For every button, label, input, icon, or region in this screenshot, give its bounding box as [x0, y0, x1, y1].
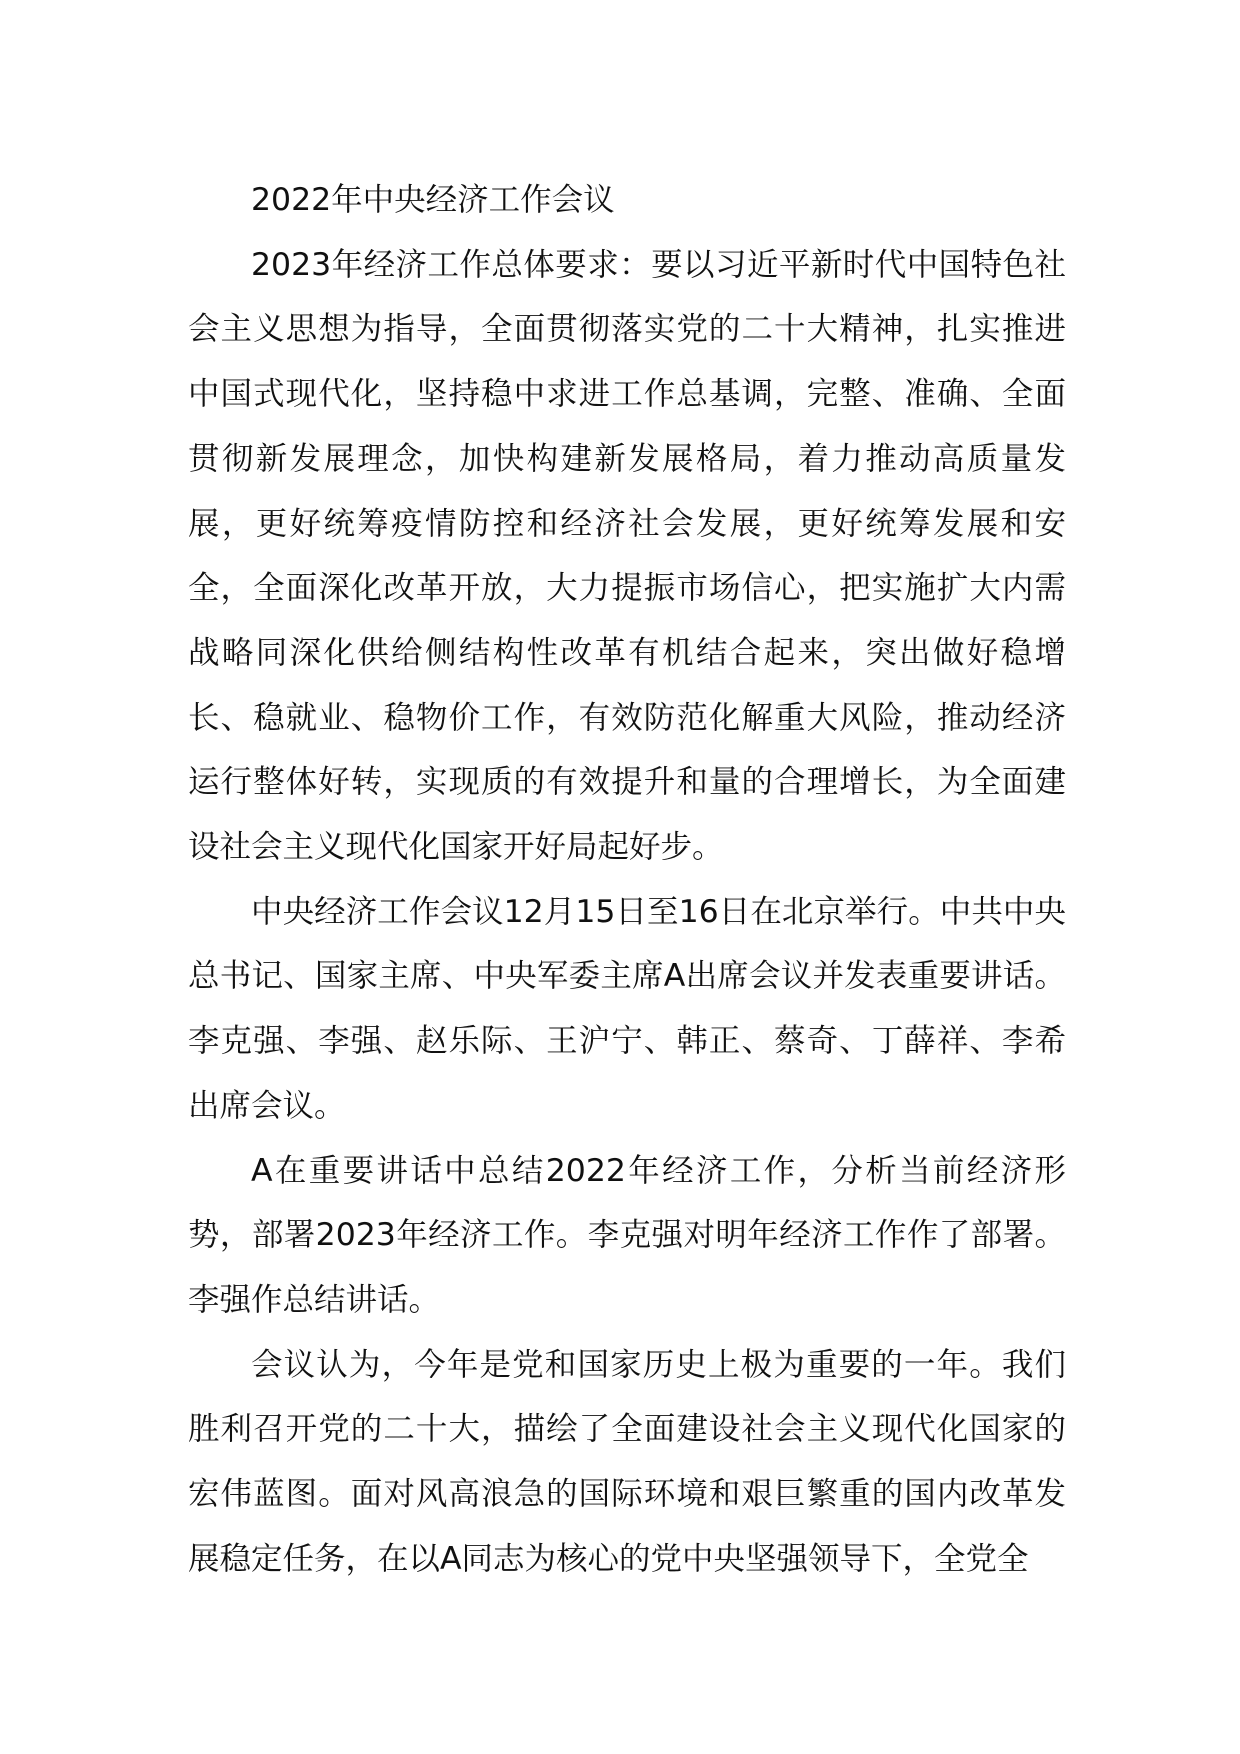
paragraph-important-speech: A在重要讲话中总结2022年经济工作，分析当前经济形势，部署2023年经济工作。李克强对明年经济工作作了部署。李强作总结讲话。	[188, 1152, 1066, 1318]
document-body	[188, 168, 1066, 1591]
paragraph-meeting-review: 会议认为，今年是党和国家历史上极为重要的一年。我们胜利召开党的二十大，描绘了全面建设社会主义现代化国家的宏伟蓝图。面对风高浪急的国际环境和艰巨繁重的国内改革发展稳定任务，在以A同志为核心的党中央坚强领导下，全党全	[188, 1346, 1066, 1577]
paragraph-meeting-held: 中央经济工作会议12月15日至16日在北京举行。中共中央总书记、国家主席、中央军委主席A出席会议并发表重要讲话。李克强、李强、赵乐际、王沪宁、韩正、蔡奇、丁薛祥、李希出席会议。	[188, 893, 1066, 1124]
paragraph-general-requirements: 2023年经济工作总体要求：要以习近平新时代中国特色社会主义思想为指导，全面贯彻落实党的二十大精神，扎实推进中国式现代化，坚持稳中求进工作总基调，完整、准确、全面贯彻新发展理念，加快构建新发展格局，着力推动高质量发展，更好统筹疫情防控和经济社会发展，更好统筹发展和安全，全面深化改革开放，大力提振市场信心，把实施扩大内需战略同深化供给侧结构性改革有机结合起来，突出做好稳增长、稳就业、稳物价工作，有效防范化解重大风险，推动经济运行整体好转，实现质的有效提升和量的合理增长，为全面建设社会主义现代化国家开好局起好步。	[188, 246, 1066, 866]
document-title: 2022年中央经济工作会议	[251, 182, 615, 218]
